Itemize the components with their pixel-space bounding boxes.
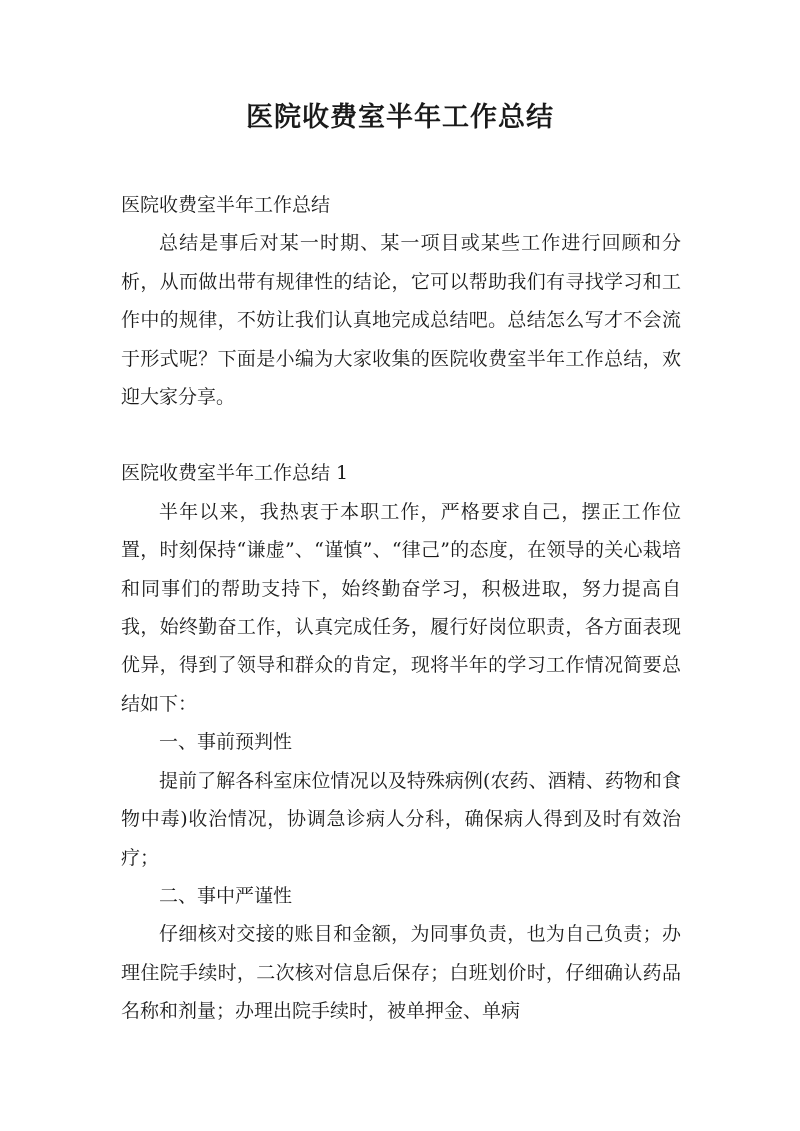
intro-heading: 医院收费室半年工作总结 xyxy=(121,194,331,216)
point-heading-1: 一、事前预判性 xyxy=(159,731,293,754)
point-heading-2: 二、事中严谨性 xyxy=(159,884,293,907)
section-paragraph: 半年以来，我热衷于本职工作，严格要求自己，摆正工作位置，时刻保持“谦虚”、“谨慎”、“律己”的态度，在领导的关心栽培和同事们的帮助支持下，始终勤奋学习，积极进取，努力提高自我，始终勤奋工作，认真完成任务，履行好岗位职责，各方面表现优异，得到了领导和群众的肯定，现将半年的学习工作情况简要总结如下： xyxy=(121,500,681,715)
intro-paragraph: 总结是事后对某一时期、某一项目或某些工作进行回顾和分析，从而做出带有规律性的结论，它可以帮助我们有寻找学习和工作中的规律，不妨让我们认真地完成总结吧。总结怎么写才不会流于形式呢？下面是小编为大家收集的医院收费室半年工作总结，欢迎大家分享。 xyxy=(121,232,681,409)
document-title: 医院收费室半年工作总结 xyxy=(246,102,554,133)
paragraph-spacer xyxy=(121,416,681,454)
section-heading: 医院收费室半年工作总结 1 xyxy=(121,462,349,485)
point-paragraph-2: 仔细核对交接的账目和金额，为同事负责，也为自己负责；办理住院手续时，二次核对信息后保存；白班划价时，仔细确认药品名称和剂量；办理出院手续时，被单押金、单病 xyxy=(121,923,681,1023)
point-paragraph-1: 提前了解各科室床位情况以及特殊病例(农药、酒精、药物和食物中毒)收治情况，协调急诊病人分科，确保病人得到及时有效治疗； xyxy=(121,769,681,869)
document-body xyxy=(121,186,681,1031)
